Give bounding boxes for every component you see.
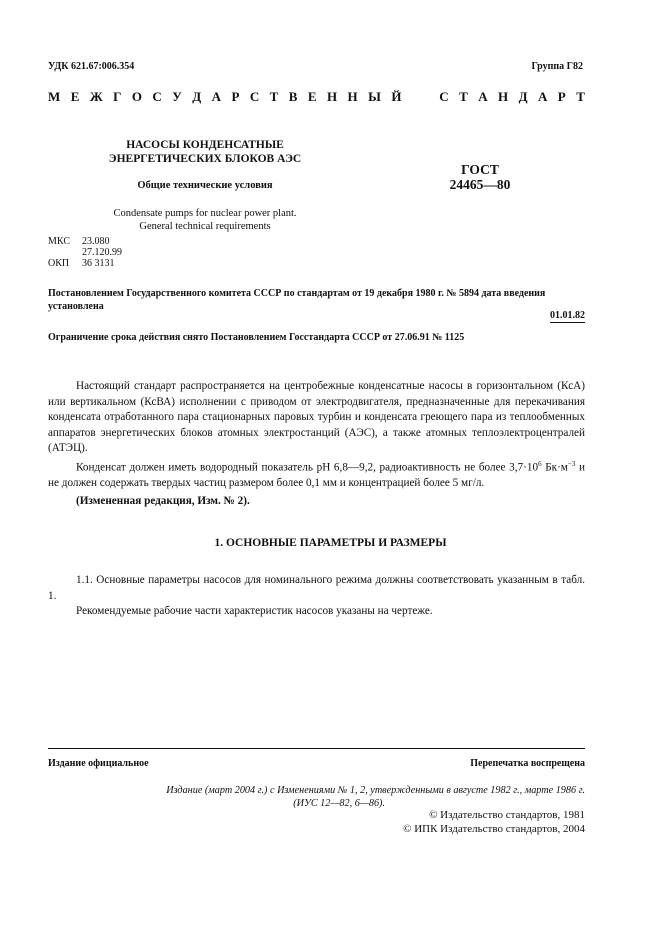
heading-letter: Ы	[368, 89, 381, 104]
intro-text	[48, 379, 585, 510]
heading-letter: А	[211, 89, 221, 104]
intro-paragraph-2	[48, 457, 585, 492]
section-1-paragraph-2: Рекомендуемые рабочие части характеристик насосов указаны на чертеже.	[76, 605, 433, 617]
heading-letter: Е	[307, 89, 317, 104]
heading-letter	[412, 89, 415, 105]
heading-letter: В	[288, 89, 298, 104]
p2-exp1: 6	[538, 459, 542, 468]
heading-letter: Ж	[89, 89, 103, 104]
heading-letter: Н	[498, 89, 509, 104]
mks-label: МКС	[48, 236, 70, 247]
okp-code: 36 3131	[82, 258, 115, 269]
udk-code: УДК 621.67:006.354	[48, 61, 135, 72]
heading-letter: Н	[326, 89, 338, 104]
title-english-line-1: Condensate pumps for nuclear power plant.	[113, 208, 297, 219]
heading-letter: Д	[192, 89, 202, 104]
title-subtitle: Общие технические условия	[137, 180, 273, 191]
heading-letter: Г	[113, 89, 122, 104]
title-block	[90, 138, 320, 233]
group-code: Группа Г82	[531, 61, 583, 72]
heading-letter: Т	[269, 89, 279, 104]
title-line-2: ЭНЕРГЕТИЧЕСКИХ БЛОКОВ АЭС	[108, 153, 302, 165]
section-1-title: 1. ОСНОВНЫЕ ПАРАМЕТРЫ И РАЗМЕРЫ	[214, 537, 447, 549]
mks-code-2: 27.120.99	[82, 247, 122, 258]
heading-letter: М	[48, 89, 61, 104]
gost-designation	[440, 162, 520, 192]
heading-letter: С	[249, 89, 260, 104]
reprint-prohibited-label: Перепечатка воспрещена	[470, 758, 585, 769]
section-1-body	[48, 573, 585, 620]
heading-letter: Й	[391, 89, 402, 104]
title-english-line-2: General technical requirements	[139, 221, 271, 232]
copyright-1981: © Издательство стандартов, 1981	[429, 809, 585, 821]
heading-letter: Т	[459, 89, 468, 104]
heading-letter: А	[537, 89, 548, 104]
section-1-paragraph-1: 1.1. Основные параметры насосов для номинального режима должны соответствовать указанным в табл. 1.	[48, 574, 585, 602]
official-edition-label: Издание официальное	[48, 758, 149, 769]
heading-letter: О	[131, 89, 142, 104]
classification-codes	[48, 236, 122, 269]
revised-edition-note: (Измененная редакция, Изм. № 2).	[76, 495, 250, 508]
intro-paragraph-1: Настоящий стандарт распространяется на центробежные конденсатные насосы в горизонтальном (КсА) или вертикальном (КсВА) исполнении с приводом от электродвигателя, предназначенные для перекачивания конденсата отработанного пара стационарных паровых турбин и конденсата греющего пара из теплообменных аппаратов энергетических блоков атомных электростанций (АЭС), а также атомных теплоэлектроцентралей (АТЭЦ).	[48, 380, 585, 454]
gost-label: ГОСТ	[461, 162, 499, 177]
p2-end: и не должен содержать твердых частиц размером более 0,1 мм и концентрацией более 5 мг/л.	[48, 461, 585, 489]
mks-code-1: 23.080	[82, 236, 110, 247]
heading-letter	[426, 89, 429, 105]
heading-letter: С	[439, 89, 449, 104]
gost-number: 24465—80	[449, 177, 511, 192]
heading-letter: Р	[557, 89, 566, 104]
copyright-2004: © ИПК Издательство стандартов, 2004	[403, 823, 585, 835]
footer-divider	[48, 748, 585, 749]
heading-letter: Е	[70, 89, 80, 104]
edition-line-2: (ИУС 12—82, 6—86).	[293, 798, 385, 809]
edition-line-1: Издание (март 2004 г.) с Изменениями № 1, 2, утвержденными в августе 1982 г., марте 1986 г.	[166, 785, 585, 796]
p2-start: Конденсат должен иметь водородный показатель рН 6,8—9,2, радиоактивность не более 3,7·10	[76, 461, 539, 474]
restriction-note: Ограничение срока действия снято Постановлением Госстандарта СССР от 27.06.91 № 1125	[48, 332, 465, 343]
heading-letter: Д	[518, 89, 528, 104]
edition-note	[115, 784, 585, 810]
introduction-date: 01.01.82	[550, 310, 585, 321]
heading-letter: Р	[231, 89, 240, 104]
heading-letter: Т	[576, 89, 585, 104]
okp-label: ОКП	[48, 258, 70, 269]
title-line-1: НАСОСЫ КОНДЕНСАТНЫЕ	[126, 139, 284, 151]
decree-text: Постановлением Государственного комитета СССР по стандартам от 19 декабря 1980 г. № 5894 дата введения установлена	[48, 288, 546, 312]
heading-letter: С	[152, 89, 162, 104]
p2-exp2: −3	[567, 459, 576, 468]
heading-letter: У	[172, 89, 182, 104]
title-english	[90, 207, 320, 233]
heading-letter: А	[478, 89, 488, 104]
heading-letter: Н	[347, 89, 358, 104]
p2-mid: Бк·м	[541, 461, 568, 474]
interstate-standard-heading	[48, 89, 585, 105]
